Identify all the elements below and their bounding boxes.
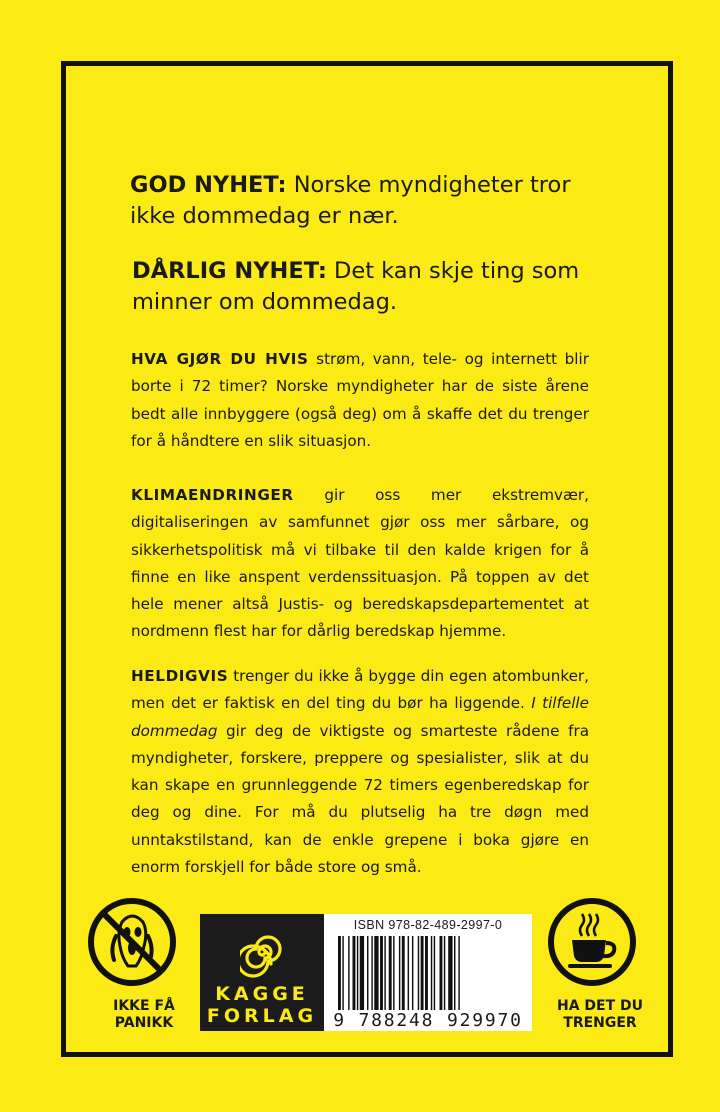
barcode-bar [348, 936, 349, 1010]
headline-bad-news-label: DÅRLIG NYHET: [132, 258, 327, 284]
paragraph-lead: HVA GJØR DU HVIS [131, 350, 309, 368]
barcode-bar [371, 936, 372, 1010]
paragraph-text: strøm, vann, tele- og internett blir borte i 72 timer? Norske myndigheter har de siste årene bedt alle innbyggere (også deg) om å skaffe det du trenger for å håndtere en slik situasjon. [131, 350, 589, 450]
barcode-bar [374, 936, 378, 1010]
barcode-number: 9 788248 929970 [333, 1010, 523, 1031]
barcode-bar [408, 936, 409, 1010]
publisher-logo [200, 914, 324, 1031]
publisher-name: FORLAG [206, 1005, 318, 1027]
barcode-bar [431, 936, 432, 1010]
barcode-bar [402, 936, 405, 1010]
badge-line: HA DET DU [556, 998, 644, 1014]
barcode-bar [458, 936, 459, 1010]
barcode-bar [389, 936, 392, 1010]
badge-have-what-you-need [544, 998, 656, 1032]
barcode-bar [353, 936, 356, 1010]
barcode-bar [412, 936, 413, 1010]
headline-good-news-label: GOD NYHET: [130, 172, 287, 198]
barcode-bar [384, 936, 385, 1010]
barcode-bar [342, 936, 343, 1010]
barcode-bar [360, 936, 364, 1010]
headline-good-news-text: Norske myndigheter tror ikke dommedag er nær. [130, 172, 571, 229]
badge-line: PANIKK [114, 1015, 174, 1031]
barcode-bar [448, 936, 452, 1010]
barcode-bar [454, 936, 455, 1010]
barcode-bar [367, 936, 368, 1010]
paragraph-lead: HELDIGVIS [131, 667, 229, 685]
barcode-bar [440, 936, 443, 1010]
barcode-bar [421, 936, 424, 1010]
publisher-name: KAGGE [215, 983, 309, 1005]
barcode-bar [393, 936, 394, 1010]
headline-bad-news [132, 256, 602, 318]
barcode-bar [380, 936, 383, 1010]
barcode-bar [357, 936, 358, 1010]
barcode-bar [418, 936, 419, 1010]
barcode-bar [399, 936, 400, 1010]
paragraph-what-if [131, 346, 589, 455]
badge-dont-panic [88, 998, 200, 1032]
isbn-label: ISBN 978-82-489-2997-0 [353, 918, 503, 932]
barcode-bar [425, 936, 428, 1010]
paragraph-text: gir deg de viktigste og smarteste rådene fra myndigheter, forskere, preppere og spesialister, slik at du kan skape en grunnleggende 72 timers egenberedskap for deg og dine. For må du plutselig ha tre døgn med unntakstilstand, kan de enkle grepene i boka gjøre en enorm forskjell for både store og små. [131, 721, 589, 877]
paragraph-text: trenger du ikke å bygge din egen atombunker, men det er faktisk en del ting du bør ha liggende. [131, 667, 589, 713]
badge-line: TRENGER [563, 1015, 637, 1031]
spiral-logo-icon [240, 924, 284, 980]
barcode-bars [338, 936, 518, 1010]
headline-bad-news-text: Det kan skje ting som minner om dommedag. [132, 258, 580, 315]
coffee-cup-icon [546, 896, 638, 988]
barcode-bar [338, 936, 341, 1010]
badge-line: IKKE FÅ [113, 998, 175, 1014]
no-panic-icon [86, 896, 178, 988]
book-title: I tilfelle dommedag [131, 694, 589, 740]
paragraph-luckily [131, 663, 589, 881]
paragraph-lead: KLIMAENDRINGER [131, 486, 294, 504]
barcode-bar [434, 936, 435, 1010]
barcode-bar [444, 936, 445, 1010]
barcode [324, 914, 532, 1031]
headline-good-news [130, 170, 600, 232]
paragraph-text: gir oss mer ekstremvær, digitaliseringen av samfunnet gjør oss mer sårbare, og sikkerhetspolitisk må vi tilbake til den kalde krigen for å finne en like anspent verdenssituasjon. På toppen av det hele mener altså Justis- og beredskapsdepartementet at nordmenn flest har for dårlig beredskap hjemme. [131, 486, 589, 641]
paragraph-climate [131, 482, 589, 646]
